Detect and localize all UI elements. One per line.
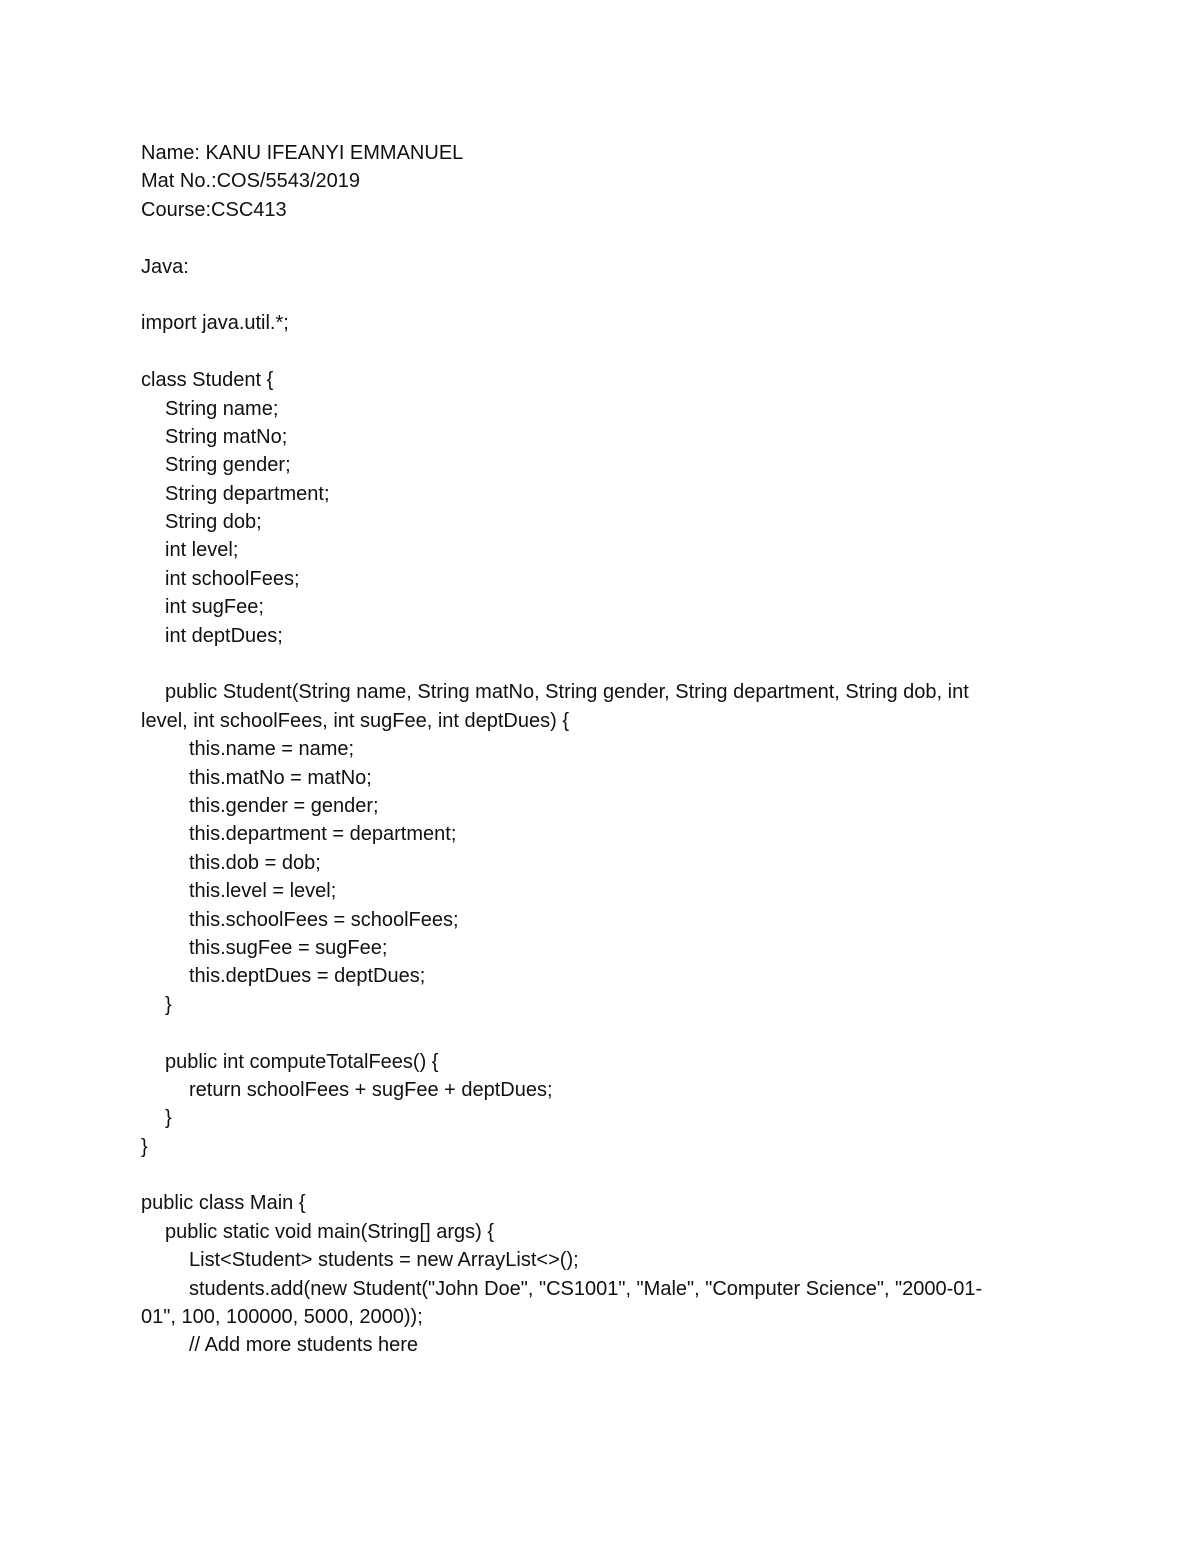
code-close-brace: } <box>165 993 172 1016</box>
code-method-signature: public int computeTotalFees() { <box>165 1050 439 1073</box>
code-main-class-open: public class Main { <box>141 1192 306 1215</box>
code-constructor-statement: this.deptDues = deptDues; <box>189 965 426 988</box>
code-constructor-statement: this.dob = dob; <box>189 851 321 874</box>
spacer <box>141 338 1061 366</box>
spacer <box>141 224 1061 252</box>
spacer <box>141 281 1061 309</box>
code-field: String dob; <box>165 511 262 534</box>
code-add-student: students.add(new Student("John Doe", "CS1001", "Male", "Computer Science", "2000-01- <box>189 1277 983 1300</box>
spacer <box>141 650 1061 678</box>
code-field: String department; <box>165 482 330 505</box>
code-close-brace: } <box>165 1107 172 1130</box>
code-field: int level; <box>165 539 239 562</box>
code-class-open: class Student { <box>141 369 274 392</box>
code-close-brace: } <box>141 1135 148 1158</box>
code-constructor-signature: public Student(String name, String matNo, String gender, String department, String dob, int <box>165 681 969 704</box>
code-method-return: return schoolFees + sugFee + deptDues; <box>189 1078 553 1101</box>
code-field: String matNo; <box>165 425 288 448</box>
code-constructor-statement: this.sugFee = sugFee; <box>189 936 388 959</box>
document-body <box>141 139 1061 1360</box>
code-list-declaration: List<Student> students = new ArrayList<>(); <box>189 1249 579 1272</box>
code-constructor-signature-cont: level, int schoolFees, int sugFee, int deptDues) { <box>141 709 570 732</box>
code-constructor-statement: this.gender = gender; <box>189 794 379 817</box>
code-field: int sugFee; <box>165 596 264 619</box>
section-label: Java: <box>141 255 189 278</box>
spacer <box>141 1019 1061 1047</box>
code-constructor-statement: this.matNo = matNo; <box>189 766 372 789</box>
course-code: Course:CSC413 <box>141 198 287 221</box>
matric-number: Mat No.:COS/5543/2019 <box>141 170 361 193</box>
code-field: int deptDues; <box>165 624 283 647</box>
spacer <box>141 1161 1061 1189</box>
student-name: Name: KANU IFEANYI EMMANUEL <box>141 142 464 164</box>
code-import: import java.util.*; <box>141 312 289 335</box>
code-constructor-statement: this.name = name; <box>189 738 355 761</box>
code-constructor-statement: this.schoolFees = schoolFees; <box>189 908 459 931</box>
code-constructor-statement: this.department = department; <box>189 823 457 846</box>
code-main-signature: public static void main(String[] args) { <box>165 1220 495 1243</box>
code-constructor-statement: this.level = level; <box>189 880 337 903</box>
code-field: String gender; <box>165 454 291 477</box>
code-field: String name; <box>165 397 279 420</box>
code-field: int schoolFees; <box>165 567 300 590</box>
code-comment: // Add more students here <box>189 1334 419 1357</box>
code-add-student-cont: 01", 100, 100000, 5000, 2000)); <box>141 1306 423 1329</box>
